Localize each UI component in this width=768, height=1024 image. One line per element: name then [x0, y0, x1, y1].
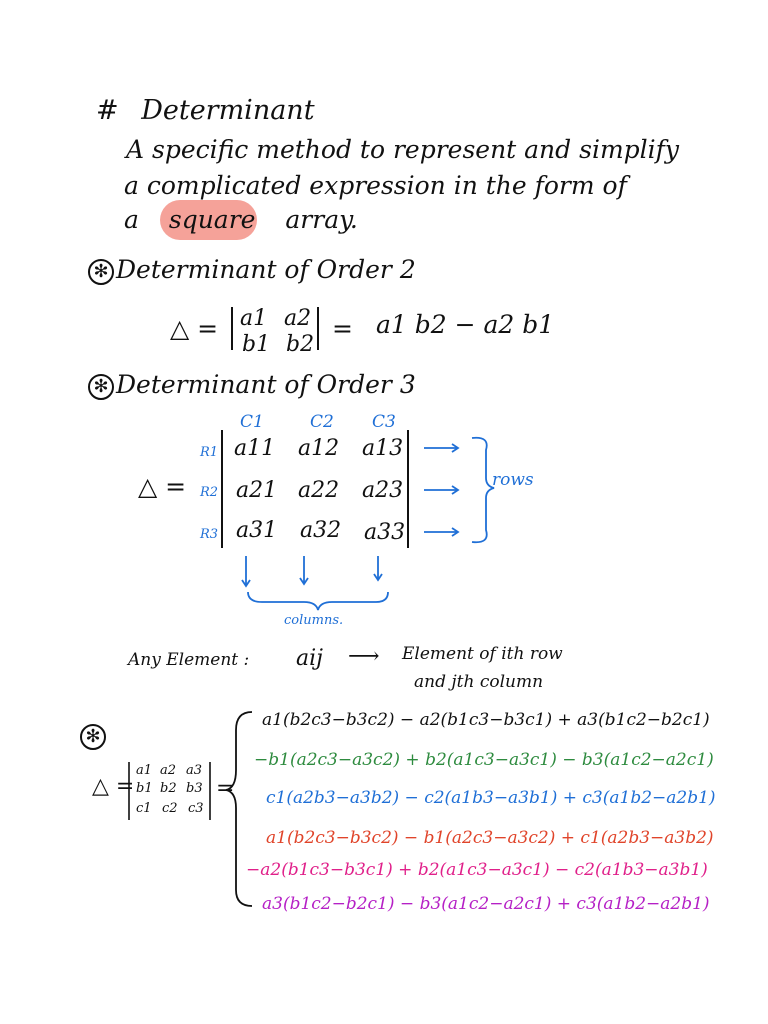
order2-title: Determinant of Order 2 [116, 255, 416, 284]
row-label-r2: R2 [200, 485, 219, 500]
cell-a32: a32 [300, 518, 342, 543]
expansion-bullet [80, 722, 108, 750]
definition-article: a [124, 205, 139, 234]
expansion-line-4: a1(b2c3−b3c2) − b1(a2c3−a3c2) + c1(a2b3−a3b2) [266, 828, 714, 848]
cell-a23: a23 [362, 478, 404, 503]
heading [96, 97, 315, 124]
order2-heading [88, 257, 416, 285]
expansion-line-5: −a2(b1c3−b3c1) + b2(a1c3−a3c1) − c2(a1b3−a3b1) [246, 860, 708, 880]
cell-a12: a12 [298, 436, 340, 461]
rows-label: rows [492, 470, 534, 490]
hash-symbol: # [96, 95, 119, 126]
expansion-line-3: c1(a2b3−a3b2) − c2(a1b3−a3b1) + c3(a1b2−a2b1) [266, 788, 716, 808]
order2-m22: b2 [286, 332, 315, 357]
order2-m21: b1 [242, 332, 271, 357]
expansion-line-6: a3(b1c2−b2c1) − b3(a1c2−a2c1) + c3(a1b2−a2b1) [262, 894, 710, 914]
row-arrows [424, 438, 494, 543]
small-b1: b1 [136, 781, 153, 796]
small-b2: b2 [160, 781, 177, 796]
definition-line-2: a complicated expression in the form of [124, 171, 627, 200]
col-label-c1: C1 [240, 412, 264, 432]
small-a1: a1 [136, 763, 153, 778]
cell-a13: a13 [362, 436, 404, 461]
star-bullet-icon: ✻ [88, 374, 114, 400]
definition-end: array. [285, 205, 358, 234]
order3-heading [88, 372, 416, 400]
order2-m12: a2 [284, 306, 312, 331]
star-bullet-icon: ✻ [88, 259, 114, 285]
definition-line-1: A specific method to represent and simplify [126, 135, 680, 164]
col-label-c3: C3 [372, 412, 396, 432]
element-prefix: Any Element : [128, 650, 250, 670]
cell-a21: a21 [236, 478, 278, 503]
element-arrow-icon: ⟶ [348, 644, 380, 669]
cell-a31: a31 [236, 518, 278, 543]
highlighted-word: square [168, 205, 256, 234]
order2-m11: a1 [240, 306, 268, 331]
expansion-line-1: a1(b2c3−b3c2) − a2(b1c3−b3c1) + a3(b1c2−b2c1) [262, 710, 710, 730]
row-label-r1: R1 [200, 445, 219, 460]
cell-a33: a33 [364, 520, 406, 545]
col-label-c2: C2 [310, 412, 334, 432]
cell-a11: a11 [234, 436, 276, 461]
small-c2: c2 [162, 801, 178, 816]
star-bullet-icon: ✻ [80, 724, 106, 750]
order2-delta: △ = [170, 314, 219, 343]
element-symbol: aij [296, 646, 323, 671]
small-b3: b3 [186, 781, 203, 796]
order3-delta: △ = [138, 472, 187, 501]
definition-line-3 [124, 207, 358, 232]
order2-result: a1 b2 − a2 b1 [376, 310, 555, 339]
order3-title: Determinant of Order 3 [116, 370, 416, 399]
expansion-equals: = [216, 776, 235, 801]
small-a3: a3 [186, 763, 203, 778]
order2-equals: = [332, 314, 353, 343]
column-arrows [242, 556, 388, 610]
small-a2: a2 [160, 763, 177, 778]
cell-a22: a22 [298, 478, 340, 503]
small-c1: c1 [136, 801, 152, 816]
page-title: Determinant [141, 95, 315, 126]
element-desc-1: Element of ith row [402, 644, 563, 664]
columns-label: columns. [284, 613, 344, 628]
expansion-delta: △ = [92, 774, 135, 799]
element-desc-2: and jth column [414, 672, 544, 692]
expansion-line-2: −b1(a2c3−a3c2) + b2(a1c3−a3c1) − b3(a1c2−a2c1) [254, 750, 714, 770]
row-label-r3: R3 [200, 527, 219, 542]
small-c3: c3 [188, 801, 204, 816]
